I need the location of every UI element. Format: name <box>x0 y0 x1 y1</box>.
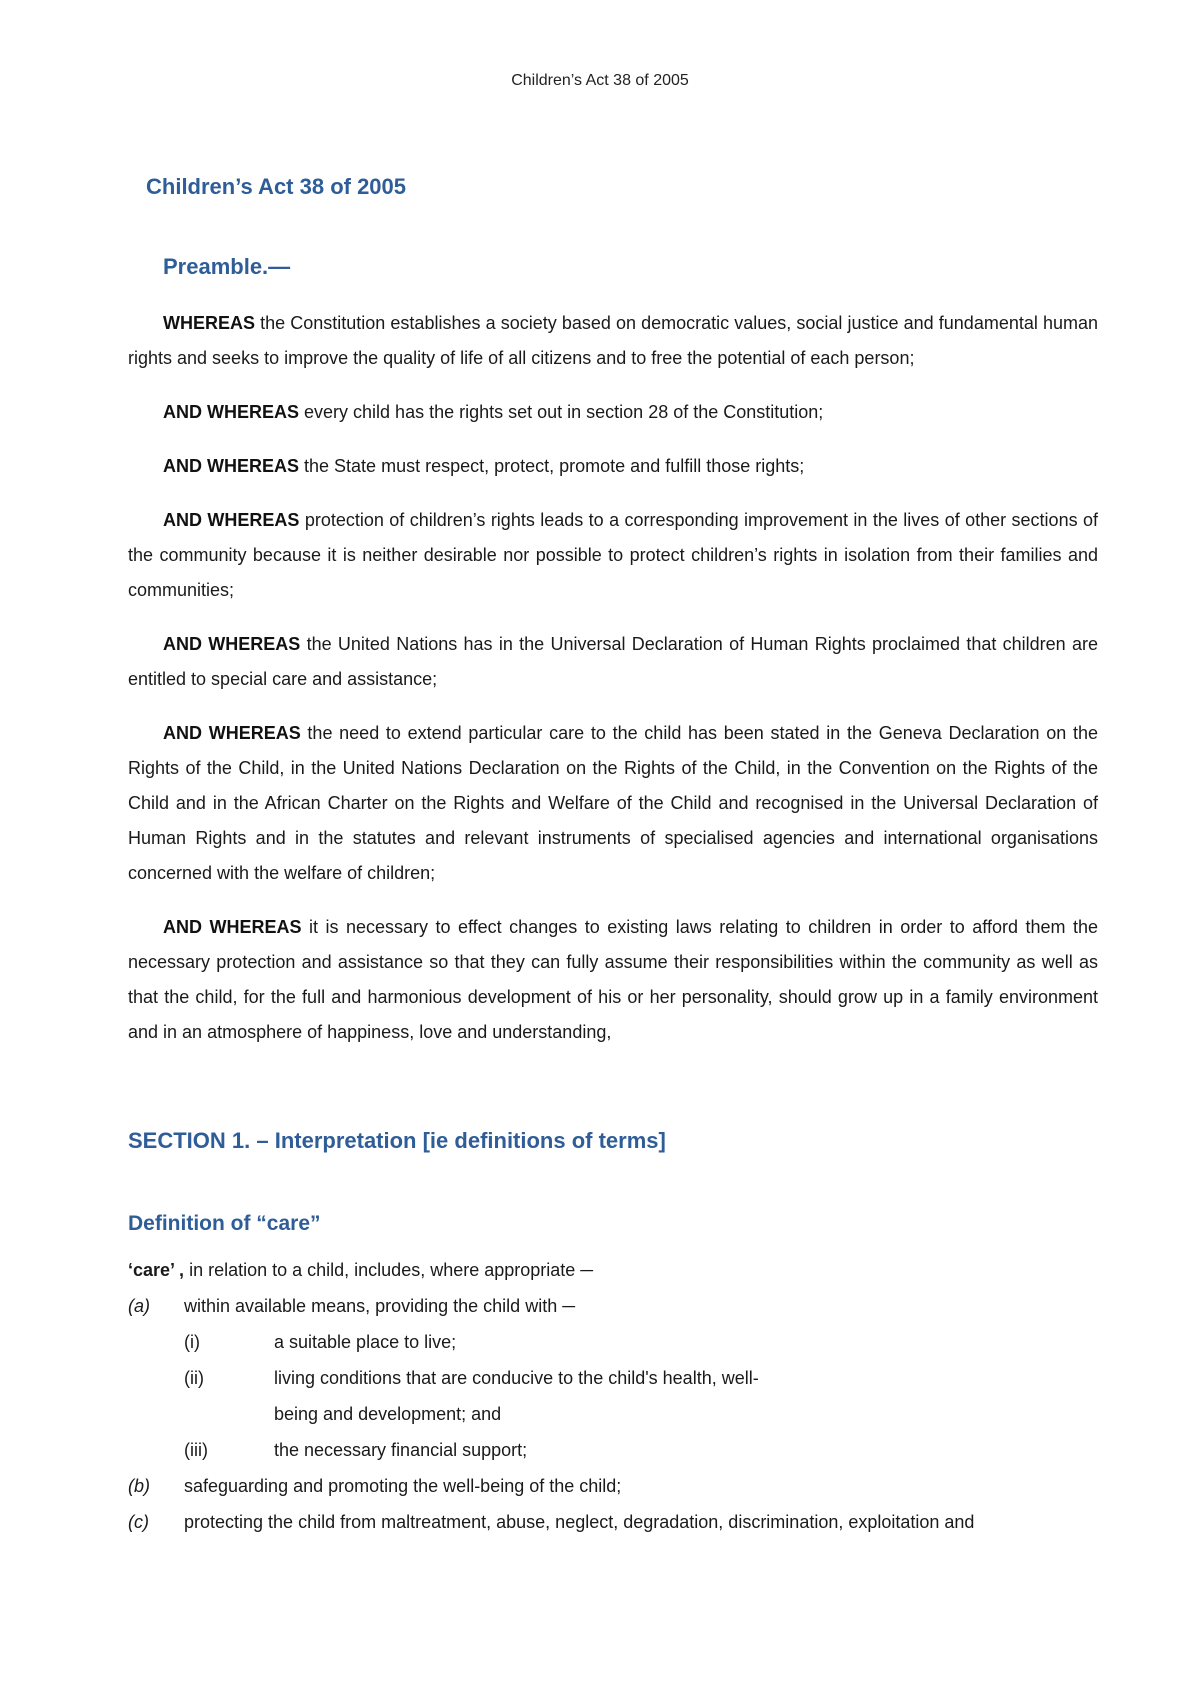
definition-item-c <box>128 1504 1098 1540</box>
whereas-lead: AND WHEREAS <box>163 723 301 743</box>
whereas-lead: AND WHEREAS <box>163 402 300 422</box>
paragraph-text: the Constitution establishes a society based on democratic values, social justice and fundamental human rights and seeks to improve the quality of life of all citizens and to free the potential of each person; <box>128 313 1098 368</box>
document-title: Children’s Act 38 of 2005 <box>146 174 407 199</box>
whereas-lead: AND WHEREAS <box>163 456 300 476</box>
definition-item-b <box>128 1468 1098 1504</box>
item-text: protecting the child from maltreatment, abuse, neglect, degradation, discrimination, exploitation and <box>184 1512 975 1532</box>
section-heading: SECTION 1. – Interpretation [ie definitions of terms] <box>128 1128 666 1153</box>
definition-intro-text: in relation to a child, includes, where appropriate ─ <box>184 1260 594 1280</box>
subitem-text: the necessary financial support; <box>274 1440 528 1460</box>
paragraph-text: protection of children’s rights leads to a corresponding improvement in the lives of other sections of the community because it is neither desirable nor possible to protect children’s rights in isolation from their families and communities; <box>128 510 1098 600</box>
preamble-paragraph <box>128 395 1098 430</box>
item-label: (b) <box>128 1476 150 1496</box>
subitem-text: being and development; and <box>274 1404 502 1424</box>
definition-subitem-i <box>128 1324 1098 1360</box>
definition-subitem-ii <box>128 1360 1098 1396</box>
item-label: (c) <box>128 1512 149 1532</box>
paragraph-text: the United Nations has in the Universal Declaration of Human Rights proclaimed that children are entitled to special care and assistance; <box>128 634 1098 689</box>
whereas-lead: AND WHEREAS <box>163 634 301 654</box>
item-label: (a) <box>128 1296 150 1316</box>
paragraph-text: it is necessary to effect changes to existing laws relating to children in order to afford them the necessary protection and assistance so that they can fully assume their responsibilities within the community as well as that the child, for the full and harmonious development of his or her personality, should grow up in a family environment and in an atmosphere of happiness, love and understanding, <box>128 917 1098 1042</box>
preamble <box>128 306 1098 1069</box>
subitem-text: living conditions that are conducive to the child's health, well- <box>274 1368 759 1388</box>
definition-intro <box>128 1252 1098 1288</box>
subitem-label: (i) <box>184 1332 200 1352</box>
preamble-paragraph <box>128 910 1098 1050</box>
paragraph-text: the State must respect, protect, promote and fulfill those rights; <box>299 456 805 476</box>
whereas-lead: WHEREAS <box>163 313 256 333</box>
preamble-paragraph <box>128 449 1098 484</box>
definition-block <box>128 1252 1098 1540</box>
defined-term: ‘care’ , <box>128 1260 185 1280</box>
preamble-paragraph <box>128 306 1098 376</box>
preamble-paragraph <box>128 627 1098 697</box>
item-text: safeguarding and promoting the well-being of the child; <box>184 1476 622 1496</box>
item-text: within available means, providing the child with ─ <box>184 1296 575 1316</box>
definition-subitem-iii <box>128 1432 1098 1468</box>
definition-heading: Definition of “care” <box>128 1212 321 1235</box>
subitem-label: (iii) <box>184 1440 208 1460</box>
preamble-paragraph <box>128 716 1098 891</box>
preamble-paragraph <box>128 503 1098 608</box>
running-header: Children’s Act 38 of 2005 <box>511 72 689 89</box>
preamble-heading: Preamble.— <box>163 254 291 279</box>
definition-subitem-ii-continued <box>128 1396 1098 1432</box>
paragraph-text: the need to extend particular care to the child has been stated in the Geneva Declaration on the Rights of the Child, in the United Nations Declaration on the Rights of the Child, in the Convention on the Rights of the Child and in the African Charter on the Rights and Welfare of the Child and recognised in the Universal Declaration of Human Rights and in the statutes and relevant instruments of specialised agencies and international organisations concerned with the welfare of children; <box>128 723 1098 883</box>
whereas-lead: AND WHEREAS <box>163 917 302 937</box>
definition-item-a <box>128 1288 1098 1324</box>
paragraph-text: every child has the rights set out in section 28 of the Constitution; <box>299 402 824 422</box>
subitem-label: (ii) <box>184 1368 204 1388</box>
subitem-text: a suitable place to live; <box>274 1332 457 1352</box>
whereas-lead: AND WHEREAS <box>163 510 300 530</box>
